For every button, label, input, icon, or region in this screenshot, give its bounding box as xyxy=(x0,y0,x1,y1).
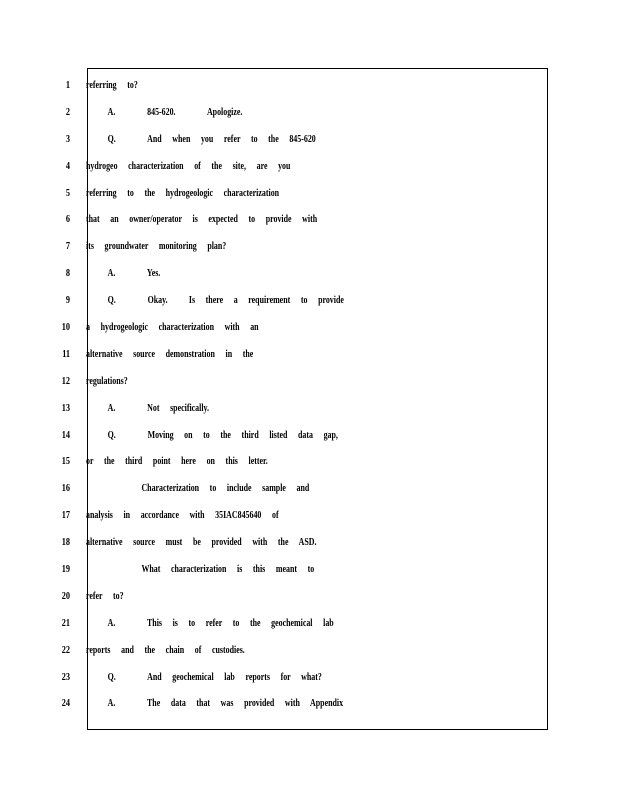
transcript-line: alternative source demonstration in the xyxy=(86,347,254,360)
transcript-line: A. The data that was provided with Appendix xyxy=(107,697,344,710)
transcript-line: its groundwater monitoring plan? xyxy=(86,240,227,253)
line-numbers-column xyxy=(40,72,70,717)
transcript-line: hydrogeo characterization of the site, are you xyxy=(86,159,291,172)
line-number: 1 xyxy=(65,79,70,91)
line-number: 13 xyxy=(61,401,70,414)
transcript-line: reports and the chain of custodies. xyxy=(86,643,245,656)
line-number: 3 xyxy=(65,132,70,145)
line-number: 19 xyxy=(61,563,70,576)
transcript-line: refer to? xyxy=(86,589,124,602)
transcript-line: Q. Okay. Is there a requirement to provide xyxy=(107,294,344,307)
line-number: 4 xyxy=(65,159,70,172)
line-number: 24 xyxy=(61,697,70,710)
line-number: 5 xyxy=(65,186,70,199)
line-number: 21 xyxy=(61,616,70,629)
line-number: 8 xyxy=(65,267,70,280)
transcript-line: Q. And geochemical lab reports for what? xyxy=(107,670,322,683)
transcript-line: referring to the hydrogeologic characterization xyxy=(86,186,280,199)
transcript-line: a hydrogeologic characterization with an xyxy=(86,321,259,334)
transcript-line: A. Not specifically. xyxy=(107,401,210,414)
line-number: 9 xyxy=(65,294,70,307)
transcript-line: analysis in accordance with 35IAC845640 of xyxy=(86,509,279,522)
transcript-body xyxy=(86,72,376,717)
line-number: 23 xyxy=(61,670,70,683)
line-number: 11 xyxy=(62,347,70,360)
line-number: 2 xyxy=(65,105,70,118)
line-number: 16 xyxy=(61,482,70,495)
transcript-line: or the third point here on this letter. xyxy=(86,455,268,468)
transcript-line: regulations? xyxy=(86,374,128,387)
transcript-line: A. 845-620. Apologize. xyxy=(107,105,243,118)
line-number: 6 xyxy=(65,213,70,226)
transcript-line: A. This is to refer to the geochemical lab xyxy=(107,616,334,629)
line-number: 15 xyxy=(61,455,70,468)
line-number: 18 xyxy=(61,536,70,549)
line-number: 22 xyxy=(61,643,70,656)
line-number: 12 xyxy=(61,374,70,387)
transcript-line: A. Yes. xyxy=(107,267,161,280)
transcript-line: that an owner/operator is expected to provide with xyxy=(86,213,318,226)
transcript-line: What characterization is this meant to xyxy=(141,563,315,576)
transcript-line: Characterization to include sample and xyxy=(141,482,310,495)
transcript-line: referring to? xyxy=(86,79,138,91)
transcript-line: Q. And when you refer to the 845-620 xyxy=(107,132,316,145)
line-number: 7 xyxy=(65,240,70,253)
line-number: 20 xyxy=(61,589,70,602)
transcript-line: alternative source must be provided with the ASD. xyxy=(86,536,317,549)
transcript-line: Q. Moving on to the third listed data gap, xyxy=(107,428,338,441)
line-number: 17 xyxy=(61,509,70,522)
line-number: 14 xyxy=(61,428,70,441)
line-number: 10 xyxy=(61,321,70,334)
